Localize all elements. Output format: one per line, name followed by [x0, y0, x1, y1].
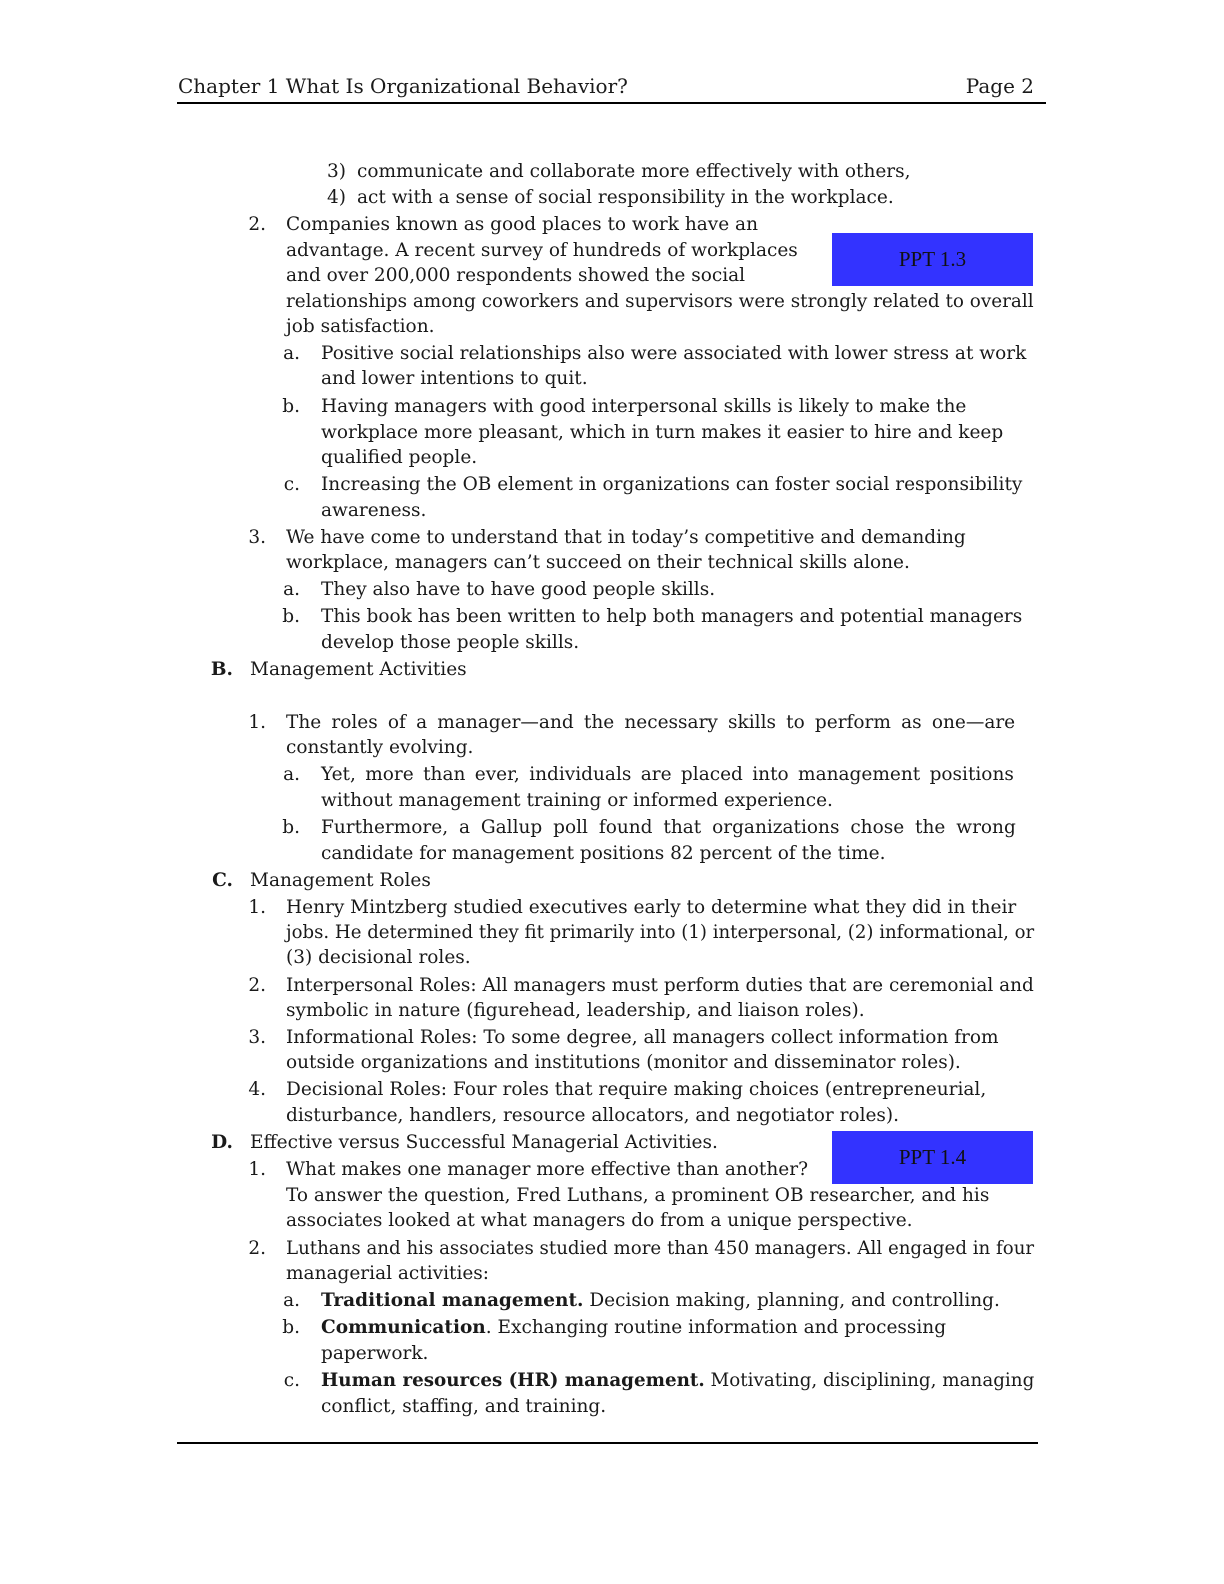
page-header [177, 72, 1046, 104]
ppt-badge: PPT 1.3 [832, 233, 1033, 286]
footer-rule [177, 1442, 1038, 1444]
ppt-badge: PPT 1.4 [832, 1131, 1033, 1184]
page-number: Page 2 [965, 74, 1034, 98]
chapter-title: Chapter 1 What Is Organizational Behavior? [178, 74, 628, 98]
